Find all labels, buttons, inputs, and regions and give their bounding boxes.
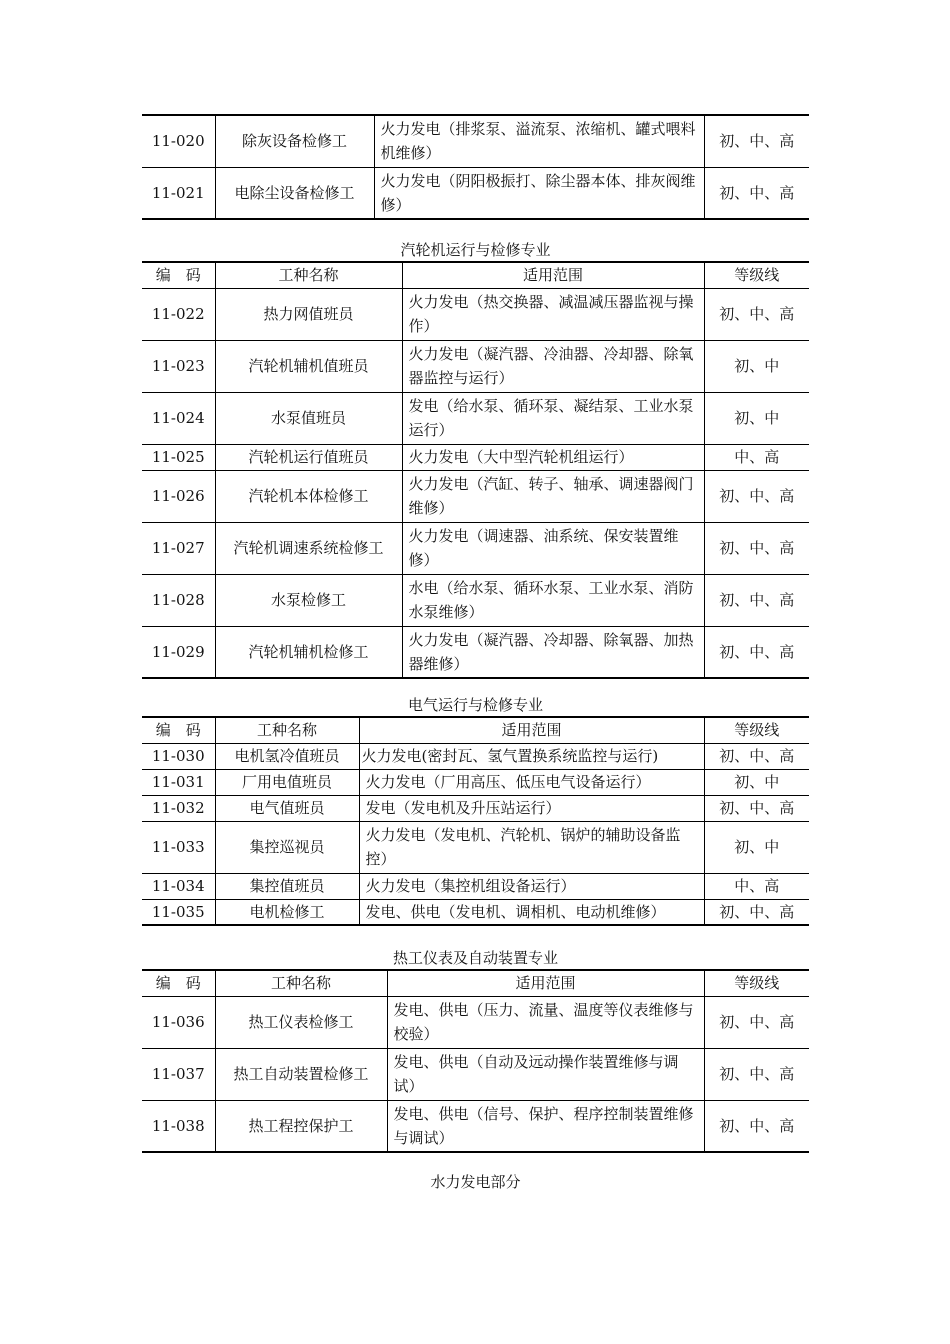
code-cell: 11-036 [142, 996, 215, 1048]
level-cell: 初、中 [704, 392, 809, 444]
job-name-cell: 热工自动装置检修工 [215, 1048, 387, 1100]
code-cell: 11-038 [142, 1100, 215, 1152]
table-instrumentation [142, 969, 809, 1153]
job-name-cell: 热力网值班员 [215, 288, 402, 340]
code-cell: 11-029 [142, 626, 215, 678]
scope-cell: 火力发电（汽缸、转子、轴承、调速器阀门维修） [402, 470, 704, 522]
header-code: 编 码 [142, 970, 215, 996]
table-row [142, 821, 809, 873]
table-turbine [142, 261, 809, 679]
scope-cell: 火力发电(密封瓦、氢气置换系统监控与运行) [359, 743, 704, 769]
scope-cell: 发电、供电（信号、保护、程序控制装置维修与调试） [387, 1100, 704, 1152]
level-cell: 初、中、高 [704, 1100, 809, 1152]
level-cell: 初、中、高 [704, 626, 809, 678]
job-name-cell: 厂用电值班员 [215, 769, 359, 795]
job-name-cell: 电除尘设备检修工 [215, 167, 374, 219]
level-cell: 初、中、高 [704, 574, 809, 626]
section-title-turbine: 汽轮机运行与检修专业 [400, 241, 551, 259]
table-row [142, 769, 809, 795]
code-cell: 11-024 [142, 392, 215, 444]
job-name-cell: 汽轮机调速系统检修工 [215, 522, 402, 574]
code-cell: 11-026 [142, 470, 215, 522]
code-cell: 11-035 [142, 899, 215, 925]
scope-cell: 水电（给水泵、循环水泵、工业水泵、消防水泵维修） [402, 574, 704, 626]
header-name: 工种名称 [215, 970, 387, 996]
job-name-cell: 汽轮机辅机值班员 [215, 340, 402, 392]
table-row [142, 444, 809, 470]
table-header-row [142, 970, 809, 996]
header-code: 编 码 [142, 262, 215, 288]
job-name-cell: 电机氢冷值班员 [215, 743, 359, 769]
table-row [142, 1100, 809, 1152]
table-row [142, 574, 809, 626]
scope-cell: 火力发电（热交换器、减温减压器监视与操作） [402, 288, 704, 340]
code-cell: 11-034 [142, 873, 215, 899]
code-cell: 11-021 [142, 167, 215, 219]
code-cell: 11-032 [142, 795, 215, 821]
scope-cell: 发电、供电（自动及远动操作装置维修与调试） [387, 1048, 704, 1100]
table-row [142, 340, 809, 392]
table-row [142, 795, 809, 821]
level-cell: 初、中、高 [704, 167, 809, 219]
header-scope: 适用范围 [359, 717, 704, 743]
scope-cell: 火力发电（凝汽器、冷油器、冷却器、除氧器监控与运行） [402, 340, 704, 392]
section-heading-hydropower: 水力发电部分 [430, 1173, 521, 1191]
job-name-cell: 电机检修工 [215, 899, 359, 925]
job-name-cell: 汽轮机本体检修工 [215, 470, 402, 522]
scope-cell: 火力发电（厂用高压、低压电气设备运行） [359, 769, 704, 795]
table-row [142, 899, 809, 925]
table-electrical [142, 716, 809, 926]
code-cell: 11-030 [142, 743, 215, 769]
table-row [142, 996, 809, 1048]
level-cell: 初、中 [704, 340, 809, 392]
table-row [142, 115, 809, 167]
job-name-cell: 电气值班员 [215, 795, 359, 821]
scope-cell: 火力发电（凝汽器、冷却器、除氧器、加热器维修） [402, 626, 704, 678]
header-scope: 适用范围 [402, 262, 704, 288]
table-row [142, 1048, 809, 1100]
section-title-instrumentation: 热工仪表及自动装置专业 [392, 949, 558, 967]
table-header-row [142, 262, 809, 288]
header-level: 等级线 [704, 262, 809, 288]
header-name: 工种名称 [215, 262, 402, 288]
header-scope: 适用范围 [387, 970, 704, 996]
level-cell: 初、中 [704, 769, 809, 795]
table-row [142, 626, 809, 678]
job-name-cell: 热工仪表检修工 [215, 996, 387, 1048]
level-cell: 初、中、高 [704, 743, 809, 769]
table-row [142, 470, 809, 522]
scope-cell: 火力发电（调速器、油系统、保安装置维修） [402, 522, 704, 574]
level-cell: 中、高 [704, 444, 809, 470]
section-title-electrical: 电气运行与检修专业 [407, 696, 543, 714]
table-row [142, 392, 809, 444]
level-cell: 初、中 [704, 821, 809, 873]
job-name-cell: 水泵检修工 [215, 574, 402, 626]
code-cell: 11-023 [142, 340, 215, 392]
level-cell: 初、中、高 [704, 115, 809, 167]
level-cell: 初、中、高 [704, 470, 809, 522]
job-name-cell: 集控值班员 [215, 873, 359, 899]
scope-cell: 火力发电（发电机、汽轮机、锅炉的辅助设备监控） [359, 821, 704, 873]
table-row [142, 288, 809, 340]
scope-cell: 发电、供电（压力、流量、温度等仪表维修与校验） [387, 996, 704, 1048]
code-cell: 11-028 [142, 574, 215, 626]
table-header-row [142, 717, 809, 743]
level-cell: 初、中、高 [704, 996, 809, 1048]
job-name-cell: 汽轮机辅机检修工 [215, 626, 402, 678]
code-cell: 11-020 [142, 115, 215, 167]
job-name-cell: 水泵值班员 [215, 392, 402, 444]
header-name: 工种名称 [215, 717, 359, 743]
table-boiler-continued [142, 114, 809, 220]
header-level: 等级线 [704, 717, 809, 743]
scope-cell: 发电（给水泵、循环泵、凝结泵、工业水泵运行） [402, 392, 704, 444]
code-cell: 11-033 [142, 821, 215, 873]
code-cell: 11-027 [142, 522, 215, 574]
scope-cell: 发电、供电（发电机、调相机、电动机维修） [359, 899, 704, 925]
table-row [142, 522, 809, 574]
level-cell: 初、中、高 [704, 522, 809, 574]
job-name-cell: 集控巡视员 [215, 821, 359, 873]
scope-cell: 火力发电（大中型汽轮机组运行） [402, 444, 704, 470]
code-cell: 11-025 [142, 444, 215, 470]
job-name-cell: 汽轮机运行值班员 [215, 444, 402, 470]
code-cell: 11-031 [142, 769, 215, 795]
scope-cell: 火力发电（集控机组设备运行） [359, 873, 704, 899]
header-code: 编 码 [142, 717, 215, 743]
table-row [142, 873, 809, 899]
level-cell: 中、高 [704, 873, 809, 899]
table-row [142, 167, 809, 219]
scope-cell: 火力发电（阴阳极振打、除尘器本体、排灰阀维修） [374, 167, 704, 219]
code-cell: 11-037 [142, 1048, 215, 1100]
level-cell: 初、中、高 [704, 795, 809, 821]
level-cell: 初、中、高 [704, 899, 809, 925]
job-name-cell: 热工程控保护工 [215, 1100, 387, 1152]
header-level: 等级线 [704, 970, 809, 996]
level-cell: 初、中、高 [704, 1048, 809, 1100]
scope-cell: 发电（发电机及升压站运行） [359, 795, 704, 821]
code-cell: 11-022 [142, 288, 215, 340]
scope-cell: 火力发电（排浆泵、溢流泵、浓缩机、罐式喂料机维修） [374, 115, 704, 167]
level-cell: 初、中、高 [704, 288, 809, 340]
job-name-cell: 除灰设备检修工 [215, 115, 374, 167]
table-row [142, 743, 809, 769]
